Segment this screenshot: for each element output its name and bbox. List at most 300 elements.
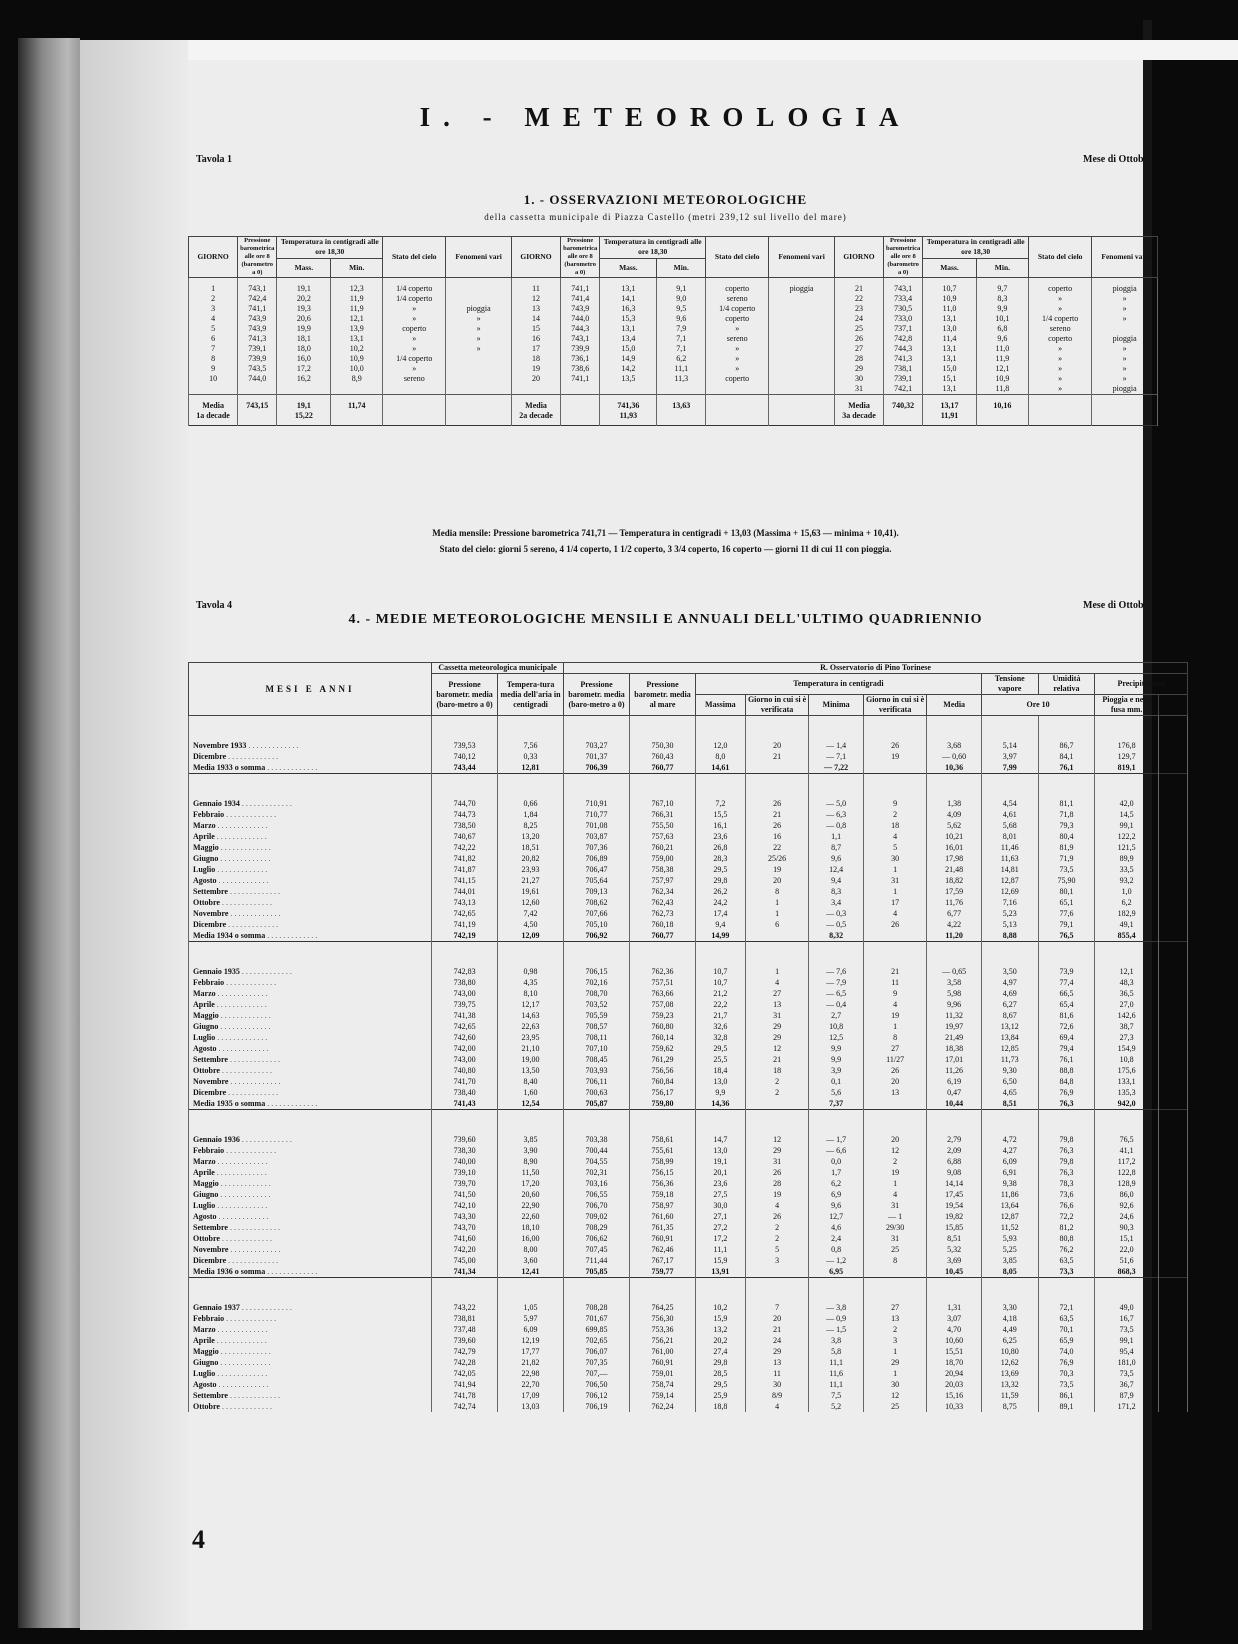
value-cell: 14,81 xyxy=(981,864,1038,875)
value-cell: 65,4 xyxy=(1038,999,1095,1010)
month-row xyxy=(189,1189,1188,1200)
value-cell: 738,80 xyxy=(432,977,498,988)
value-cell: 7,56 xyxy=(498,740,564,751)
col-fenomeni-3: Fenomeni vari xyxy=(1092,237,1158,278)
value-cell: 1 xyxy=(745,966,809,977)
month-row xyxy=(189,1032,1188,1043)
value-cell: 759,23 xyxy=(630,1010,696,1021)
observation-cell xyxy=(277,384,331,395)
media-cell xyxy=(1092,395,1158,412)
separator-cell xyxy=(809,1110,863,1135)
value-cell: 758,61 xyxy=(630,1134,696,1145)
leader-dots: . . . . . . . . . . . . . xyxy=(227,1391,280,1400)
value-cell: 81,2 xyxy=(1038,1222,1095,1233)
value-cell: 29,5 xyxy=(695,1043,745,1054)
media-cell: 741,36 xyxy=(600,395,657,412)
value-cell: 21,48 xyxy=(927,864,981,875)
value-cell: 81,6 xyxy=(1038,1010,1095,1021)
value-cell: 707,10 xyxy=(564,1043,630,1054)
value-cell: 76,2 xyxy=(1038,1244,1095,1255)
media-cell: Media xyxy=(511,395,560,412)
month-label: Giugno xyxy=(193,1022,219,1031)
value-cell: 764,25 xyxy=(630,1302,696,1313)
value-cell: 759,00 xyxy=(630,853,696,864)
month-row xyxy=(189,820,1188,831)
observation-cell: 1/4 coperto xyxy=(383,354,446,364)
separator-cell xyxy=(1038,942,1095,967)
month-cell xyxy=(189,1098,432,1110)
value-cell: 26 xyxy=(863,740,927,751)
observation-cell: 13,0 xyxy=(923,324,977,334)
previous-page-edge xyxy=(80,40,188,1630)
value-cell: 23,95 xyxy=(498,1032,564,1043)
month-label: Settembre xyxy=(193,887,228,896)
month-label: Settembre xyxy=(193,1391,228,1400)
media-cell: 11,74 xyxy=(331,395,383,412)
leader-dots: . . . . . . . . . . . . . xyxy=(215,821,268,830)
observation-cell: 13,1 xyxy=(600,324,657,334)
value-cell: 739,10 xyxy=(432,1167,498,1178)
value-cell: 21,27 xyxy=(498,875,564,886)
value-cell: 21,49 xyxy=(927,1032,981,1043)
media-cell xyxy=(706,395,769,412)
observation-cell: 25 xyxy=(834,324,883,334)
value-cell: 4,72 xyxy=(981,1134,1038,1145)
value-cell: 13,0 xyxy=(695,1145,745,1156)
extra-cell xyxy=(1158,1054,1187,1065)
separator-cell xyxy=(1095,942,1159,967)
observation-cell: 26 xyxy=(834,334,883,344)
value-cell: — 0,5 xyxy=(809,919,863,930)
month-label: Febbraio xyxy=(193,978,225,987)
value-cell: 76,5 xyxy=(1095,1134,1159,1145)
observation-cell: 13,1 xyxy=(923,314,977,324)
value-cell: 709,02 xyxy=(564,1211,630,1222)
month-cell xyxy=(189,886,432,897)
month-row xyxy=(189,853,1188,864)
value-cell: 9,9 xyxy=(809,1043,863,1054)
observation-cell xyxy=(446,364,512,374)
month-label: Luglio xyxy=(193,865,216,874)
value-cell: 2 xyxy=(863,1156,927,1167)
extra-cell xyxy=(1158,1324,1187,1335)
extra-cell xyxy=(1158,1076,1187,1087)
value-cell: 1,1 xyxy=(809,831,863,842)
value-cell: 154,9 xyxy=(1095,1043,1159,1054)
extra-cell xyxy=(1158,999,1187,1010)
month-cell xyxy=(189,1134,432,1145)
month-label: Marzo xyxy=(193,989,216,998)
value-cell: 19 xyxy=(745,1189,809,1200)
col-o-press: Pressione barometr. media (baro-metro a 0) xyxy=(564,674,630,716)
value-cell: 10,8 xyxy=(809,1021,863,1032)
value-cell: 18,51 xyxy=(498,842,564,853)
value-cell: 4 xyxy=(863,1189,927,1200)
media-cell xyxy=(1029,395,1092,412)
observation-cell: 743,1 xyxy=(238,278,277,295)
value-cell: 18,8 xyxy=(695,1401,745,1412)
main-title: I. - METEOROLOGIA xyxy=(419,102,912,132)
col-fenomeni-2: Fenomeni vari xyxy=(769,237,835,278)
value-cell: 708,11 xyxy=(564,1032,630,1043)
media-cell xyxy=(706,411,769,426)
value-cell: 744,01 xyxy=(432,886,498,897)
media-cell: 10,16 xyxy=(976,395,1028,412)
value-cell: 9,4 xyxy=(695,919,745,930)
value-cell: 31 xyxy=(745,1010,809,1021)
observation-cell: 739,9 xyxy=(238,354,277,364)
value-cell: 20 xyxy=(863,1134,927,1145)
value-cell: 702,31 xyxy=(564,1167,630,1178)
media-cell: Media xyxy=(189,395,238,412)
value-cell: 705,10 xyxy=(564,919,630,930)
observation-cell: » xyxy=(383,364,446,374)
value-cell: 739,53 xyxy=(432,740,498,751)
value-cell: 942,0 xyxy=(1095,1098,1159,1110)
month-label: Aprile xyxy=(193,832,215,841)
value-cell: 756,21 xyxy=(630,1335,696,1346)
month-cell xyxy=(189,1313,432,1324)
value-cell: 93,2 xyxy=(1095,875,1159,886)
observation-cell: 13 xyxy=(511,304,560,314)
value-cell: 13,03 xyxy=(498,1401,564,1412)
observation-cell: 9,6 xyxy=(976,334,1028,344)
value-cell: 12,81 xyxy=(498,762,564,774)
value-cell: 706,92 xyxy=(564,930,630,942)
group-osservatorio: R. Osservatorio di Pino Torinese xyxy=(564,663,1188,674)
observation-cell: 13,5 xyxy=(600,374,657,384)
separator-cell xyxy=(695,1110,745,1135)
value-cell: 15,5 xyxy=(695,809,745,820)
observation-cell: » xyxy=(1029,304,1092,314)
col-temperatura-2: Temperatura in centigradi alle ore 18,30 xyxy=(600,237,706,259)
group-cassetta: Cassetta meteorologica municipale xyxy=(432,663,564,674)
leader-dots: . . . . . . . . . . . . . xyxy=(216,1044,269,1053)
value-cell: 4,97 xyxy=(981,977,1038,988)
separator-cell xyxy=(927,1110,981,1135)
value-cell: 1,7 xyxy=(809,1167,863,1178)
observation-cell: coperto xyxy=(706,314,769,324)
value-cell: 757,63 xyxy=(630,831,696,842)
media-cell: Media xyxy=(834,395,883,412)
extra-cell xyxy=(1158,740,1187,751)
value-cell: 22,0 xyxy=(1095,1244,1159,1255)
month-row xyxy=(189,1211,1188,1222)
month-cell xyxy=(189,1145,432,1156)
value-cell xyxy=(745,930,809,942)
value-cell: 13,84 xyxy=(981,1032,1038,1043)
value-cell: 762,34 xyxy=(630,886,696,897)
observation-cell: 11,1 xyxy=(657,364,706,374)
month-row xyxy=(189,1346,1188,1357)
separator-cell xyxy=(1095,716,1159,741)
value-cell: 9 xyxy=(863,798,927,809)
value-cell: 741,94 xyxy=(432,1379,498,1390)
month-row xyxy=(189,1266,1188,1278)
value-cell: 31 xyxy=(863,1233,927,1244)
month-cell xyxy=(189,820,432,831)
value-cell: 743,44 xyxy=(432,762,498,774)
observation-cell xyxy=(769,364,835,374)
value-cell: 89,9 xyxy=(1095,853,1159,864)
value-cell: 700,44 xyxy=(564,1145,630,1156)
col-giorno-2: GIORNO xyxy=(511,237,560,278)
month-cell xyxy=(189,1255,432,1266)
observation-cell: » xyxy=(383,304,446,314)
value-cell: 26 xyxy=(863,919,927,930)
col-c-press: Pressione barometr. media (baro-metro a 0) xyxy=(432,674,498,716)
media-cell: 11,91 xyxy=(923,411,977,426)
observation-cell xyxy=(769,344,835,354)
value-cell: 14,36 xyxy=(695,1098,745,1110)
value-cell: 70,1 xyxy=(1038,1324,1095,1335)
observation-cell: 7 xyxy=(189,344,238,354)
value-cell: 12 xyxy=(745,1134,809,1145)
value-cell: 5,6 xyxy=(809,1087,863,1098)
month-label: Aprile xyxy=(193,1336,215,1345)
month-cell xyxy=(189,1043,432,1054)
value-cell: 12,85 xyxy=(981,1043,1038,1054)
value-cell: 12 xyxy=(863,1390,927,1401)
value-cell: 20,94 xyxy=(927,1368,981,1379)
value-cell: 22,63 xyxy=(498,1021,564,1032)
month-label: Febbraio xyxy=(193,1314,225,1323)
observation-row xyxy=(189,374,1158,384)
value-cell: 11,26 xyxy=(927,1065,981,1076)
observation-cell: 28 xyxy=(834,354,883,364)
value-cell: 8 xyxy=(863,1255,927,1266)
value-cell: 73,5 xyxy=(1038,1379,1095,1390)
value-cell: 706,89 xyxy=(564,853,630,864)
value-cell: 17,2 xyxy=(695,1233,745,1244)
value-cell: 706,11 xyxy=(564,1076,630,1087)
observation-cell: » xyxy=(446,324,512,334)
value-cell: 7,5 xyxy=(809,1390,863,1401)
value-cell: 7,2 xyxy=(695,798,745,809)
value-cell: 2 xyxy=(745,1222,809,1233)
month-row xyxy=(189,1313,1188,1324)
value-cell: 19,00 xyxy=(498,1054,564,1065)
leader-dots: . . . . . . . . . . . . . xyxy=(265,763,318,772)
value-cell: 122,8 xyxy=(1095,1167,1159,1178)
section4-title: 4. - MEDIE METEOROLOGICHE MENSILI E ANNUALI DELL'ULTIMO QUADRIENNIO xyxy=(348,612,983,627)
value-cell: 21 xyxy=(745,751,809,762)
value-cell: 3,60 xyxy=(498,1255,564,1266)
col-pressione-3: Pressione barometrica alle ore 8 (barometro a 0) xyxy=(884,237,923,278)
observations-body xyxy=(189,278,1158,426)
value-cell: 11,1 xyxy=(809,1379,863,1390)
value-cell: 86,0 xyxy=(1095,1189,1159,1200)
observation-cell: 11,4 xyxy=(923,334,977,344)
month-label: Maggio xyxy=(193,843,219,852)
observation-cell: » xyxy=(383,334,446,344)
col-o-press-mare: Pressione barometr. media al mare xyxy=(630,674,696,716)
value-cell: 27,1 xyxy=(695,1211,745,1222)
value-cell: 701,08 xyxy=(564,820,630,831)
value-cell: 3,9 xyxy=(809,1065,863,1076)
extra-cell xyxy=(1158,864,1187,875)
value-cell: 5,62 xyxy=(927,820,981,831)
month-cell xyxy=(189,1357,432,1368)
leader-dots: . . . . . . . . . . . . . xyxy=(265,1267,318,1276)
value-cell: 5 xyxy=(745,1244,809,1255)
observation-cell: 12 xyxy=(511,294,560,304)
value-cell: 760,77 xyxy=(630,762,696,774)
value-cell: 4 xyxy=(863,999,927,1010)
leader-dots: . . . . . . . . . . . . . xyxy=(265,931,318,940)
value-cell: 4,61 xyxy=(981,809,1038,820)
extra-cell xyxy=(1158,1167,1187,1178)
value-cell: 1,0 xyxy=(1095,886,1159,897)
value-cell: 86,7 xyxy=(1038,740,1095,751)
value-cell: 76,3 xyxy=(1038,1098,1095,1110)
media-cell: 11,93 xyxy=(600,411,657,426)
observation-cell xyxy=(706,384,769,395)
value-cell: 15,1 xyxy=(1095,1233,1159,1244)
observation-cell: » xyxy=(1092,344,1158,354)
col-stato-2: Stato del cielo xyxy=(706,237,769,278)
observation-cell: 10,2 xyxy=(331,344,383,354)
extra-cell xyxy=(1158,1346,1187,1357)
observation-cell: 743,1 xyxy=(884,278,923,295)
media-cell xyxy=(561,395,600,412)
value-cell: — 0,60 xyxy=(927,751,981,762)
value-cell xyxy=(863,762,927,774)
observation-cell: 14,1 xyxy=(600,294,657,304)
observation-cell: 1/4 coperto xyxy=(383,294,446,304)
month-cell xyxy=(189,919,432,930)
value-cell: 73,3 xyxy=(1038,1266,1095,1278)
value-cell: 12 xyxy=(745,1043,809,1054)
observation-cell: 11,9 xyxy=(331,304,383,314)
value-cell: 703,16 xyxy=(564,1178,630,1189)
month-row xyxy=(189,1357,1188,1368)
value-cell: 738,30 xyxy=(432,1145,498,1156)
value-cell: 70,3 xyxy=(1038,1368,1095,1379)
value-cell: 13,50 xyxy=(498,1065,564,1076)
month-label: Novembre 1933 xyxy=(193,741,247,750)
value-cell: 6,2 xyxy=(1095,897,1159,908)
observation-cell: 11,9 xyxy=(976,354,1028,364)
value-cell: 90,3 xyxy=(1095,1222,1159,1233)
month-row xyxy=(189,1010,1188,1021)
separator-cell xyxy=(981,942,1038,967)
value-cell: 11 xyxy=(745,1368,809,1379)
value-cell: 8,10 xyxy=(498,988,564,999)
month-label: Gennaio 1936 xyxy=(193,1135,240,1144)
extra-cell xyxy=(1158,1233,1187,1244)
separator-cell xyxy=(1158,1110,1187,1135)
value-cell: 20,82 xyxy=(498,853,564,864)
value-cell: 763,66 xyxy=(630,988,696,999)
separator-cell xyxy=(1095,1110,1159,1135)
value-cell: 29 xyxy=(745,1021,809,1032)
leader-dots: . . . . . . . . . . . . . xyxy=(218,1190,271,1199)
value-cell xyxy=(745,1266,809,1278)
value-cell: 24 xyxy=(745,1335,809,1346)
value-cell: 708,70 xyxy=(564,988,630,999)
value-cell: 18,38 xyxy=(927,1043,981,1054)
value-cell xyxy=(863,1266,927,1278)
value-cell: 79,8 xyxy=(1038,1134,1095,1145)
value-cell: 16,00 xyxy=(498,1233,564,1244)
month-row xyxy=(189,988,1188,999)
value-cell: 705,64 xyxy=(564,875,630,886)
value-cell: 767,10 xyxy=(630,798,696,809)
value-cell: 5,98 xyxy=(927,988,981,999)
value-cell: 6,50 xyxy=(981,1076,1038,1087)
value-cell: 63,5 xyxy=(1038,1313,1095,1324)
value-cell: 80,8 xyxy=(1038,1233,1095,1244)
value-cell: 742,19 xyxy=(432,930,498,942)
value-cell: 12,41 xyxy=(498,1266,564,1278)
extra-cell xyxy=(1158,1313,1187,1324)
month-row xyxy=(189,919,1188,930)
leader-dots: . . . . . . . . . . . . . xyxy=(239,799,292,808)
media-cell: 19,1 xyxy=(277,395,331,412)
observation-cell: 15,0 xyxy=(923,364,977,374)
value-cell: 1 xyxy=(745,897,809,908)
observation-cell: 733,4 xyxy=(884,294,923,304)
separator-cell xyxy=(809,1278,863,1303)
value-cell: 73,9 xyxy=(1038,966,1095,977)
month-row xyxy=(189,1167,1188,1178)
table-label-1: Tavola 1 xyxy=(196,154,233,165)
media-cell: 3a decade xyxy=(834,411,883,426)
separator-cell xyxy=(981,1278,1038,1303)
observation-cell: 741,3 xyxy=(238,334,277,344)
media-cell xyxy=(331,411,383,426)
observation-cell: » xyxy=(1092,304,1158,314)
value-cell: 757,08 xyxy=(630,999,696,1010)
extra-cell xyxy=(1158,751,1187,762)
value-cell: 741,60 xyxy=(432,1233,498,1244)
observation-cell: 20,2 xyxy=(277,294,331,304)
month-row xyxy=(189,1335,1188,1346)
month-row xyxy=(189,842,1188,853)
observation-cell: 743,9 xyxy=(561,304,600,314)
col-ore: Ore 10 xyxy=(981,695,1094,716)
month-cell xyxy=(189,988,432,999)
value-cell: 17,09 xyxy=(498,1390,564,1401)
value-cell: 742,22 xyxy=(432,842,498,853)
value-cell: 11,32 xyxy=(927,1010,981,1021)
separator-cell xyxy=(189,774,432,799)
observation-cell: 16,3 xyxy=(600,304,657,314)
value-cell: 12,17 xyxy=(498,999,564,1010)
value-cell: 707,— xyxy=(564,1368,630,1379)
value-cell: 72,2 xyxy=(1038,1211,1095,1222)
separator-cell xyxy=(432,1110,498,1135)
month-row xyxy=(189,1200,1188,1211)
observation-cell: 24 xyxy=(834,314,883,324)
value-cell: 704,55 xyxy=(564,1156,630,1167)
observation-cell: 10,9 xyxy=(923,294,977,304)
observation-cell: 11 xyxy=(511,278,560,295)
extra-cell xyxy=(1158,820,1187,831)
month-row xyxy=(189,999,1188,1010)
month-label: Maggio xyxy=(193,1347,219,1356)
media-cell xyxy=(884,411,923,426)
observation-cell: 15,0 xyxy=(600,344,657,354)
book-binding xyxy=(18,38,80,1628)
value-cell: 29 xyxy=(745,1145,809,1156)
value-cell: 29 xyxy=(745,1346,809,1357)
month-row xyxy=(189,1054,1188,1065)
value-cell: — 0,8 xyxy=(809,820,863,831)
value-cell: 8,7 xyxy=(809,842,863,853)
col-min: Min. xyxy=(331,258,383,277)
